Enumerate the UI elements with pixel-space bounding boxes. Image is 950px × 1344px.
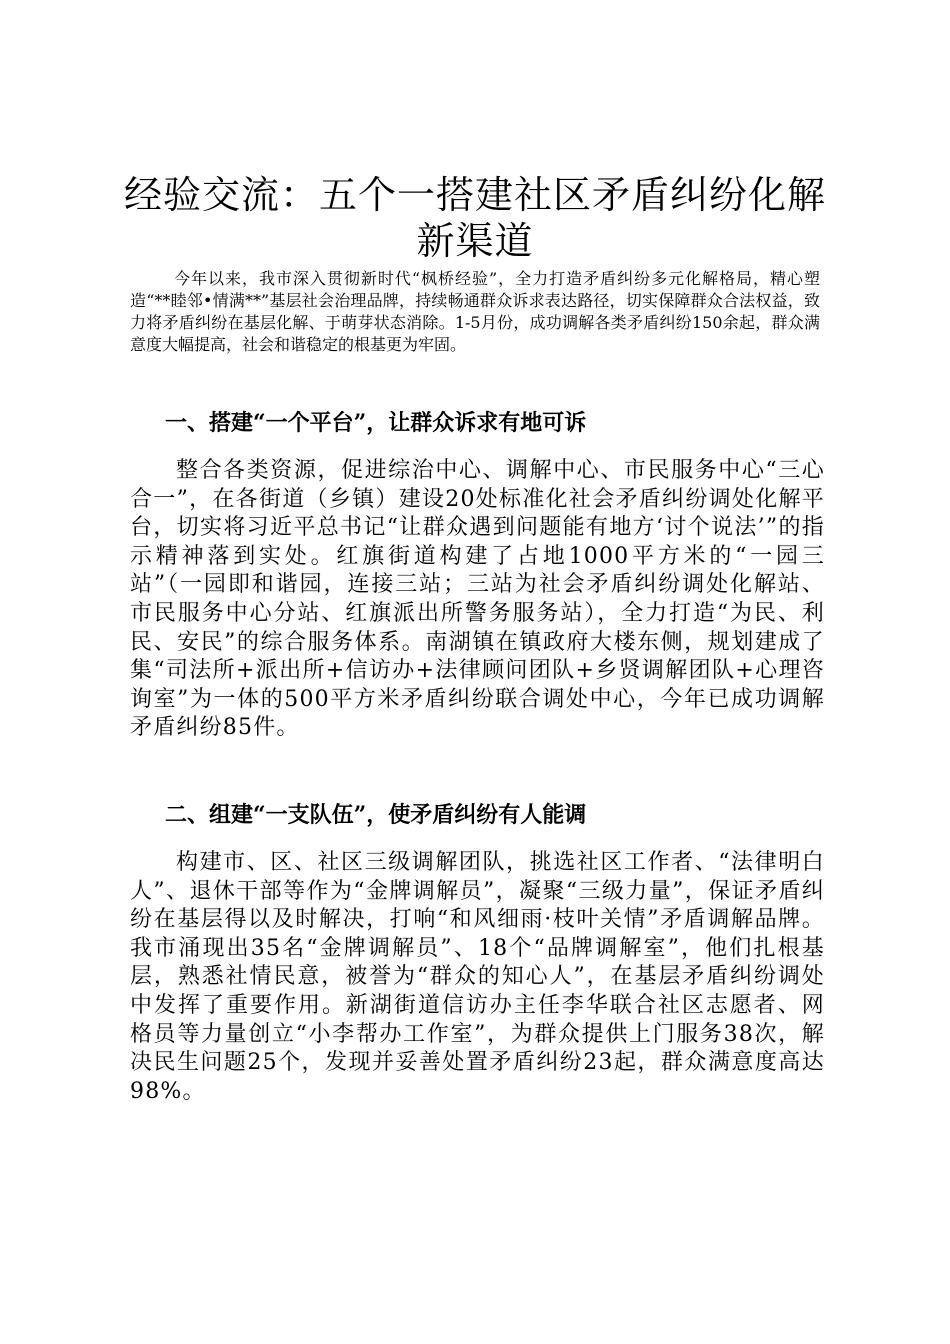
section-heading-2: 二、组建“一支队伍”，使矛盾纠纷有人能调 [165, 802, 587, 828]
document-title: 经验交流：五个一搭建社区矛盾纠纷化解新渠道 [123, 173, 826, 263]
section-heading-1: 一、搭建“一个平台”，让群众诉求有地可诉 [165, 410, 587, 436]
section-body-1: 整合各类资源，促进综治中心、调解中心、市民服务中心“三心合一”，在各街道（乡镇）建设20处标准化社会矛盾纠纷调处化解平台，切实将习近平总书记“让群众遇到问题能有地方‘讨个说法’”的指示精神落到实处。红旗街道构建了占地1000平方米的“一园三站”（一园即和谐园，连接三站；三站为社会矛盾纠纷调处化解站、市民服务中心分站、红旗派出所警务服务站），全力打造“为民、利民、安民”的综合服务体系。南湖镇在镇政府大楼东侧，规划建成了集“司法所+派出所+信访办+法律顾问团队+乡贤调解团队+心理咨询室”为一体的500平方米矛盾纠纷联合调处中心，今年已成功调解矛盾纠纷85件。 [130, 458, 825, 741]
section-body-2: 构建市、区、社区三级调解团队，挑选社区工作者、“法律明白人”、退休干部等作为“金牌调解员”，凝聚“三级力量”，保证矛盾纠纷在基层得以及时解决，打响“和风细雨·枝叶关情”矛盾调解品牌。我市涌现出35名“金牌调解员”、18个“品牌调解室”，他们扎根基层，熟悉社情民意，被誉为“群众的知心人”，在基层矛盾纠纷调处中发挥了重要作用。新湖街道信访办主任李华联合社区志愿者、网格员等力量创立“小李帮办工作室”，为群众提供上门服务38次，解决民生问题25个，发现并妥善处置矛盾纠纷23起，群众满意度高达98%。 [130, 850, 825, 1104]
intro-paragraph: 今年以来，我市深入贯彻新时代“枫桥经验”，全力打造矛盾纠纷多元化解格局，精心塑造“**睦邻•情满**”基层社会治理品牌，持续畅通群众诉求表达路径，切实保障群众合法权益，致力将矛盾纠纷在基层化解、于萌芽状态消除。1-5月份，成功调解各类矛盾纠纷150余起，群众满意度大幅提高，社会和谐稳定的根基更为牢固。 [130, 269, 820, 354]
